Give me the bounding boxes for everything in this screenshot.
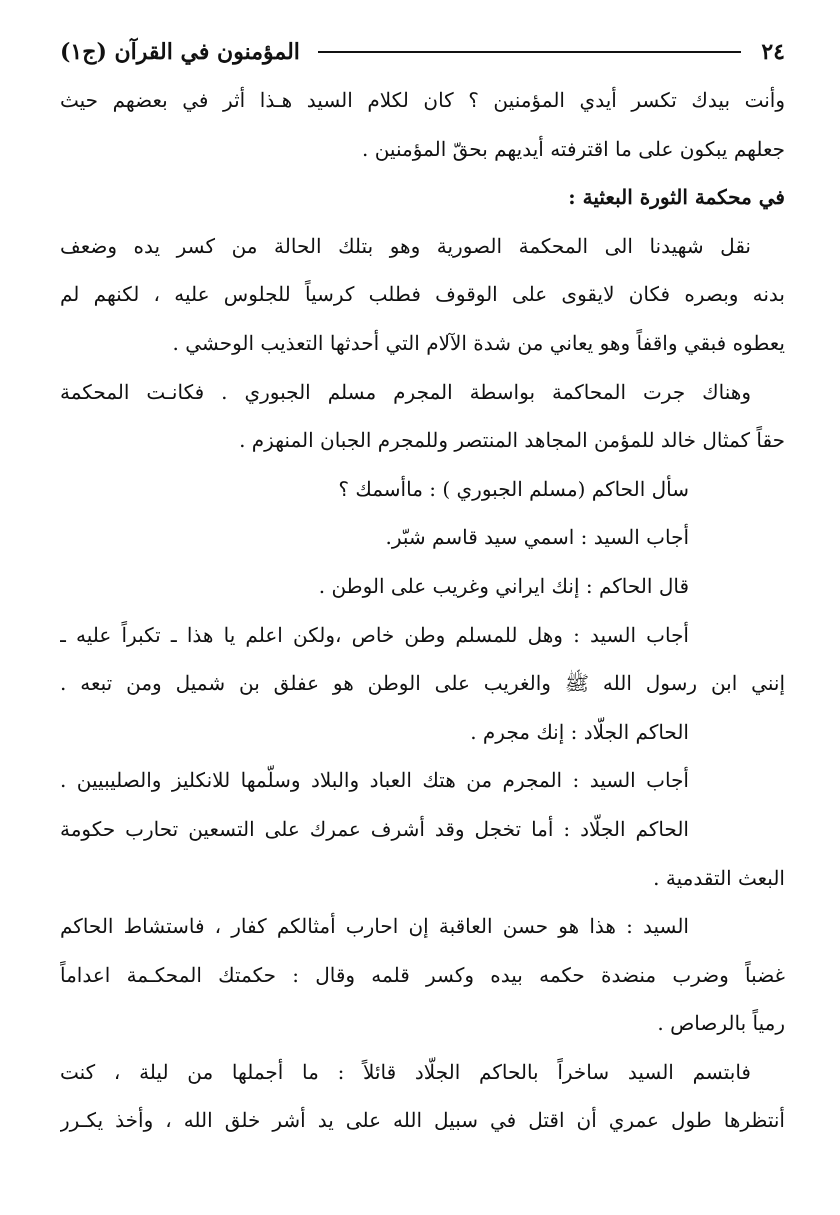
text-line: إنني ابن رسول الله ﷺ والغريب على الوطن هو عفلق بن شميل ومن تبعه . <box>60 671 785 696</box>
running-title: المؤمنون في القرآن (ج١) <box>60 39 300 65</box>
header-rule <box>318 51 741 53</box>
dialogue-line: أجاب السيد : المجرم من هتك العباد والبلاد وسلّمها للانكليز والصليبيين . <box>60 768 689 793</box>
page-body <box>60 76 785 1145</box>
page-header <box>60 30 785 74</box>
text-line: البعث التقدمية . <box>653 865 785 890</box>
text-line: وهناك جرت المحاكمة بواسطة المجرم مسلم الجبوري . فكانـت المحكمة <box>60 379 751 404</box>
section-heading: في محكمة الثورة البعثية : <box>568 185 785 210</box>
dialogue-line: سأل الحاكم (مسلم الجبوري ) : ماأسمك ؟ <box>338 476 689 501</box>
dialogue-line: الحاكم الجلّاد : أما تخجل وقد أشرف عمرك على التسعين تحارب حكومة <box>60 816 689 841</box>
page-number: ٢٤ <box>761 39 785 65</box>
text-line: غضباً وضرب منضدة حكمه بيده وكسر قلمه وقال : حكمتك المحكـمة اعداماً <box>60 962 785 987</box>
dialogue-line: السيد : هذا هو حسن العاقبة إن احارب أمثالكم كفار ، فاستشاط الحاكم <box>60 914 689 939</box>
text-line: جعلهم يبكون على ما اقترفته أيديهم بحقّ المؤمنين . <box>361 136 785 161</box>
dialogue-line: أجاب السيد : اسمي سيد قاسم شبّر. <box>385 525 689 550</box>
text-line: رمياً بالرصاص . <box>657 1011 785 1036</box>
text-line: أنتظرها طول عمري أن اقتل في سبيل الله على يد أشر خلق الله ، وأخذ يكـرر <box>60 1108 785 1133</box>
text-line: يعطوه فبقي واقفاً وهو يعاني من شدة الآلام التي أحدثها التعذيب الوحشي . <box>172 330 785 355</box>
dialogue-line: أجاب السيد : وهل للمسلم وطن خاص ،ولكن اعلم يا هذا ـ تكبراً عليه ـ <box>60 622 689 647</box>
book-page <box>60 30 785 1200</box>
dialogue-line: الحاكم الجلّاد : إنك مجرم . <box>470 719 689 744</box>
text-line: حقاً كمثال خالد للمؤمن المجاهد المنتصر وللمجرم الجبان المنهزم . <box>239 428 785 453</box>
text-line: وأنت بيدك تكسر أيدي المؤمنين ؟ كان لكلام السيد هـذا أثر في بعضهم حيث <box>60 88 785 112</box>
text-line: نقل شهيدنا الى المحكمة الصورية وهو بتلك الحالة من كسر يده وضعف <box>60 233 751 258</box>
dialogue-line: قال الحاكم : إنك ايراني وغريب على الوطن . <box>318 573 689 598</box>
text-line: بدنه وبصره فكان لايقوى على الوقوف فطلب كرسياً للجلوس عليه ، لكنهم لم <box>60 282 785 307</box>
text-line: فابتسم السيد ساخراً بالحاكم الجلّاد قائلاً : ما أجملها من ليلة ، كنت <box>60 1059 751 1084</box>
